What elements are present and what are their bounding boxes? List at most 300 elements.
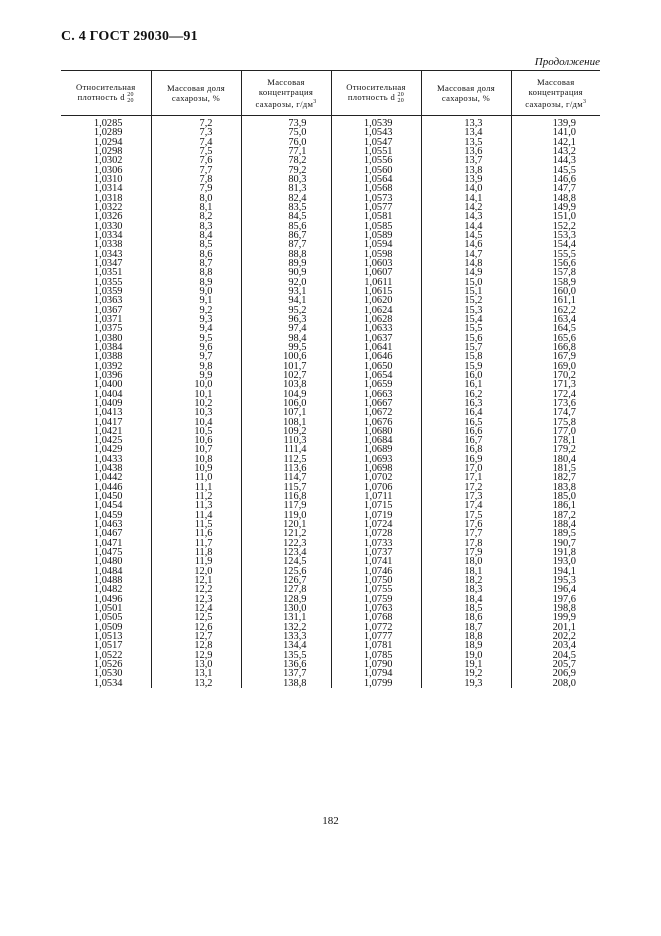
- table-cell: 18,6: [421, 613, 511, 622]
- table-cell: 97,4: [241, 324, 331, 333]
- table-row: [61, 679, 600, 688]
- table-cell: 1,0573: [331, 194, 421, 203]
- table-row: [61, 278, 600, 287]
- table-row: [61, 613, 600, 622]
- table-row: [61, 222, 600, 231]
- table-row: [61, 324, 600, 333]
- table-cell: 136,6: [241, 660, 331, 669]
- table-cell: 14,2: [421, 203, 511, 212]
- table-cell: 17,9: [421, 548, 511, 557]
- col-header-density: Относительная плотность d 20 20: [61, 71, 151, 116]
- table-cell: 15,4: [421, 315, 511, 324]
- table-row: [61, 306, 600, 315]
- table-cell: 1,0501: [61, 604, 151, 613]
- table-cell: 7,7: [151, 166, 241, 175]
- table-cell: 1,0388: [61, 352, 151, 361]
- table-cell: 15,8: [421, 352, 511, 361]
- table-cell: 1,0322: [61, 203, 151, 212]
- table-cell: 18,0: [421, 557, 511, 566]
- table-cell: 142,1: [511, 138, 600, 147]
- table-cell: 1,0706: [331, 483, 421, 492]
- table-cell: 1,0693: [331, 455, 421, 464]
- table-cell: 195,3: [511, 576, 600, 585]
- table-cell: 1,0637: [331, 334, 421, 343]
- table-cell: 98,4: [241, 334, 331, 343]
- table-row: [61, 175, 600, 184]
- table-cell: 16,2: [421, 390, 511, 399]
- table-cell: 88,8: [241, 250, 331, 259]
- table-cell: 13,4: [421, 128, 511, 137]
- table-cell: 1,0509: [61, 623, 151, 632]
- table-cell: 183,8: [511, 483, 600, 492]
- table-cell: 201,1: [511, 623, 600, 632]
- table-cell: 1,0454: [61, 501, 151, 510]
- table-row: [61, 116, 600, 129]
- table-cell: 157,8: [511, 268, 600, 277]
- table-cell: 1,0568: [331, 184, 421, 193]
- table-cell: 132,2: [241, 623, 331, 632]
- table-cell: 121,2: [241, 529, 331, 538]
- table-cell: 148,8: [511, 194, 600, 203]
- table-row: [61, 501, 600, 510]
- table-cell: 8,4: [151, 231, 241, 240]
- table-cell: 17,1: [421, 473, 511, 482]
- table-cell: 113,6: [241, 464, 331, 473]
- table-cell: 8,3: [151, 222, 241, 231]
- table-cell: 1,0359: [61, 287, 151, 296]
- table-cell: 14,4: [421, 222, 511, 231]
- table-cell: 194,1: [511, 567, 600, 576]
- table-cell: 1,0746: [331, 567, 421, 576]
- table-cell: 17,2: [421, 483, 511, 492]
- table-row: [61, 296, 600, 305]
- density-table: [61, 70, 600, 688]
- table-header-row: [61, 71, 600, 116]
- table-cell: 180,4: [511, 455, 600, 464]
- page-number: 182: [322, 815, 339, 827]
- table-cell: 16,9: [421, 455, 511, 464]
- table-cell: 204,5: [511, 651, 600, 660]
- table-cell: 124,5: [241, 557, 331, 566]
- table-cell: 173,6: [511, 399, 600, 408]
- table-cell: 12,5: [151, 613, 241, 622]
- table-cell: 96,3: [241, 315, 331, 324]
- table-cell: 19,1: [421, 660, 511, 669]
- table-cell: 1,0547: [331, 138, 421, 147]
- table-row: [61, 473, 600, 482]
- table-cell: 198,8: [511, 604, 600, 613]
- col-header-mass-fraction: Массовая доля сахарозы, %: [421, 71, 511, 116]
- table-cell: 8,8: [151, 268, 241, 277]
- table-row: [61, 408, 600, 417]
- table-cell: 14,6: [421, 240, 511, 249]
- table-cell: 1,0482: [61, 585, 151, 594]
- table-cell: 10,0: [151, 380, 241, 389]
- table-cell: 175,8: [511, 418, 600, 427]
- table-row: [61, 259, 600, 268]
- table-cell: 9,1: [151, 296, 241, 305]
- table-cell: 1,0429: [61, 445, 151, 454]
- table-cell: 1,0425: [61, 436, 151, 445]
- table-row: [61, 156, 600, 165]
- table-cell: 17,7: [421, 529, 511, 538]
- table-cell: 10,1: [151, 390, 241, 399]
- table-cell: 1,0330: [61, 222, 151, 231]
- table-row: [61, 315, 600, 324]
- table-cell: 1,0371: [61, 315, 151, 324]
- table-cell: 1,0347: [61, 259, 151, 268]
- table-cell: 167,9: [511, 352, 600, 361]
- table-row: [61, 623, 600, 632]
- table-row: [61, 362, 600, 371]
- table-cell: 115,7: [241, 483, 331, 492]
- table-cell: 1,0294: [61, 138, 151, 147]
- table-cell: 99,5: [241, 343, 331, 352]
- table-cell: 92,0: [241, 278, 331, 287]
- table-cell: 15,2: [421, 296, 511, 305]
- table-cell: 208,0: [511, 679, 600, 688]
- table-cell: 10,4: [151, 418, 241, 427]
- table-row: [61, 194, 600, 203]
- table-cell: 8,7: [151, 259, 241, 268]
- table-cell: 1,0334: [61, 231, 151, 240]
- table-cell: 1,0539: [331, 116, 421, 129]
- table-cell: 7,9: [151, 184, 241, 193]
- table-cell: 16,8: [421, 445, 511, 454]
- table-cell: 11,7: [151, 539, 241, 548]
- table-cell: 14,9: [421, 268, 511, 277]
- table-cell: 1,0496: [61, 595, 151, 604]
- table-cell: 15,6: [421, 334, 511, 343]
- table-cell: 1,0314: [61, 184, 151, 193]
- table-cell: 1,0659: [331, 380, 421, 389]
- table-cell: 1,0363: [61, 296, 151, 305]
- table-cell: 171,3: [511, 380, 600, 389]
- table-cell: 9,8: [151, 362, 241, 371]
- table-row: [61, 539, 600, 548]
- table-cell: 165,6: [511, 334, 600, 343]
- table-cell: 11,4: [151, 511, 241, 520]
- table-cell: 1,0404: [61, 390, 151, 399]
- table-cell: 133,3: [241, 632, 331, 641]
- table-cell: 109,2: [241, 427, 331, 436]
- table-cell: 155,5: [511, 250, 600, 259]
- table-cell: 114,7: [241, 473, 331, 482]
- table-cell: 93,1: [241, 287, 331, 296]
- table-cell: 1,0285: [61, 116, 151, 129]
- table-cell: 1,0513: [61, 632, 151, 641]
- table-cell: 174,7: [511, 408, 600, 417]
- table-cell: 13,7: [421, 156, 511, 165]
- table-cell: 1,0442: [61, 473, 151, 482]
- table-cell: 10,9: [151, 464, 241, 473]
- table-cell: 14,3: [421, 212, 511, 221]
- table-cell: 14,7: [421, 250, 511, 259]
- table-cell: 134,4: [241, 641, 331, 650]
- table-row: [61, 128, 600, 137]
- table-row: [61, 390, 600, 399]
- table-cell: 1,0672: [331, 408, 421, 417]
- table-cell: 15,1: [421, 287, 511, 296]
- table-row: [61, 343, 600, 352]
- table-cell: 1,0650: [331, 362, 421, 371]
- table-cell: 1,0505: [61, 613, 151, 622]
- table-cell: 123,4: [241, 548, 331, 557]
- table-cell: 1,0556: [331, 156, 421, 165]
- table-cell: 1,0488: [61, 576, 151, 585]
- table-cell: 1,0581: [331, 212, 421, 221]
- table-row: [61, 511, 600, 520]
- table-cell: 11,2: [151, 492, 241, 501]
- table-cell: 1,0375: [61, 324, 151, 333]
- table-cell: 145,5: [511, 166, 600, 175]
- table-cell: 203,4: [511, 641, 600, 650]
- table-cell: 1,0799: [331, 679, 421, 688]
- table-row: [61, 576, 600, 585]
- table-row: [61, 567, 600, 576]
- table-cell: 19,0: [421, 651, 511, 660]
- table-cell: 18,3: [421, 585, 511, 594]
- table-cell: 8,0: [151, 194, 241, 203]
- table-cell: 1,0624: [331, 306, 421, 315]
- table-cell: 1,0289: [61, 128, 151, 137]
- table-row: [61, 427, 600, 436]
- table-cell: 1,0318: [61, 194, 151, 203]
- table-cell: 102,7: [241, 371, 331, 380]
- table-cell: 1,0400: [61, 380, 151, 389]
- table-cell: 197,6: [511, 595, 600, 604]
- table-cell: 12,9: [151, 651, 241, 660]
- table-cell: 1,0680: [331, 427, 421, 436]
- table-cell: 181,5: [511, 464, 600, 473]
- table-cell: 1,0467: [61, 529, 151, 538]
- table-row: [61, 371, 600, 380]
- table-cell: 156,6: [511, 259, 600, 268]
- table-cell: 16,6: [421, 427, 511, 436]
- table-row: [61, 557, 600, 566]
- table-cell: 100,6: [241, 352, 331, 361]
- table-cell: 7,2: [151, 116, 241, 129]
- table-cell: 112,5: [241, 455, 331, 464]
- table-cell: 14,5: [421, 231, 511, 240]
- table-cell: 13,2: [151, 679, 241, 688]
- table-cell: 1,0310: [61, 175, 151, 184]
- table-cell: 10,5: [151, 427, 241, 436]
- table-cell: 1,0543: [331, 128, 421, 137]
- table-cell: 18,7: [421, 623, 511, 632]
- table-cell: 1,0564: [331, 175, 421, 184]
- table-cell: 86,7: [241, 231, 331, 240]
- table-cell: 1,0737: [331, 548, 421, 557]
- table-cell: 117,9: [241, 501, 331, 510]
- table-cell: 1,0598: [331, 250, 421, 259]
- table-cell: 170,2: [511, 371, 600, 380]
- table-cell: 1,0392: [61, 362, 151, 371]
- table-row: [61, 334, 600, 343]
- table-cell: 12,2: [151, 585, 241, 594]
- col-header-mass-concentration: Массовая концентрация сахарозы, $г/дм^3$: [511, 71, 600, 116]
- table-cell: 1,0522: [61, 651, 151, 660]
- table-cell: 7,3: [151, 128, 241, 137]
- table-cell: 8,6: [151, 250, 241, 259]
- table-row: [61, 287, 600, 296]
- table-cell: 94,1: [241, 296, 331, 305]
- table-cell: 17,8: [421, 539, 511, 548]
- table-row: [61, 352, 600, 361]
- table-row: [61, 529, 600, 538]
- table-row: [61, 641, 600, 650]
- table-cell: 149,9: [511, 203, 600, 212]
- table-cell: 95,2: [241, 306, 331, 315]
- table-cell: 78,2: [241, 156, 331, 165]
- table-cell: 10,7: [151, 445, 241, 454]
- table-cell: 1,0433: [61, 455, 151, 464]
- table-row: [61, 418, 600, 427]
- table-cell: 158,9: [511, 278, 600, 287]
- table-cell: 1,0654: [331, 371, 421, 380]
- table-cell: 135,5: [241, 651, 331, 660]
- table-cell: 1,0471: [61, 539, 151, 548]
- table-row: [61, 464, 600, 473]
- table-cell: 7,6: [151, 156, 241, 165]
- table-row: [61, 492, 600, 501]
- table-cell: 8,9: [151, 278, 241, 287]
- table-cell: 1,0551: [331, 147, 421, 156]
- table-cell: 178,1: [511, 436, 600, 445]
- table-cell: 1,0611: [331, 278, 421, 287]
- table-cell: 89,9: [241, 259, 331, 268]
- table-cell: 15,0: [421, 278, 511, 287]
- table-cell: 11,8: [151, 548, 241, 557]
- table-cell: 164,5: [511, 324, 600, 333]
- table-cell: 82,4: [241, 194, 331, 203]
- table-cell: 128,9: [241, 595, 331, 604]
- table-cell: 1,0338: [61, 240, 151, 249]
- table-cell: 1,0413: [61, 408, 151, 417]
- table-cell: 1,0684: [331, 436, 421, 445]
- table-cell: 9,6: [151, 343, 241, 352]
- table-cell: 196,4: [511, 585, 600, 594]
- table-cell: 7,4: [151, 138, 241, 147]
- table-cell: 154,4: [511, 240, 600, 249]
- table-cell: 10,8: [151, 455, 241, 464]
- table-cell: 11,5: [151, 520, 241, 529]
- table-cell: 17,3: [421, 492, 511, 501]
- table-row: [61, 585, 600, 594]
- table-row: [61, 660, 600, 669]
- table-cell: 1,0326: [61, 212, 151, 221]
- table-cell: 19,2: [421, 669, 511, 678]
- table-row: [61, 651, 600, 660]
- table-cell: 1,0409: [61, 399, 151, 408]
- table-cell: 130,0: [241, 604, 331, 613]
- table-cell: 18,8: [421, 632, 511, 641]
- table-cell: 162,2: [511, 306, 600, 315]
- table-cell: 179,2: [511, 445, 600, 454]
- table-cell: 1,0646: [331, 352, 421, 361]
- table-cell: 186,1: [511, 501, 600, 510]
- table-cell: 75,0: [241, 128, 331, 137]
- table-cell: 1,0633: [331, 324, 421, 333]
- table-cell: 85,6: [241, 222, 331, 231]
- table-cell: 177,0: [511, 427, 600, 436]
- table-cell: 1,0450: [61, 492, 151, 501]
- table-row: [61, 147, 600, 156]
- table-cell: 138,8: [241, 679, 331, 688]
- table-cell: 1,0794: [331, 669, 421, 678]
- table-cell: 205,7: [511, 660, 600, 669]
- table-cell: 12,3: [151, 595, 241, 604]
- table-cell: 153,3: [511, 231, 600, 240]
- table-cell: 18,5: [421, 604, 511, 613]
- table-cell: 1,0777: [331, 632, 421, 641]
- table-cell: 8,2: [151, 212, 241, 221]
- table-cell: 9,7: [151, 352, 241, 361]
- table-cell: 1,0302: [61, 156, 151, 165]
- table-cell: 163,4: [511, 315, 600, 324]
- table-cell: 202,2: [511, 632, 600, 641]
- table-cell: 172,4: [511, 390, 600, 399]
- table-cell: 1,0417: [61, 418, 151, 427]
- table-cell: 80,3: [241, 175, 331, 184]
- table-cell: 1,0384: [61, 343, 151, 352]
- table-row: [61, 520, 600, 529]
- table-cell: 1,0306: [61, 166, 151, 175]
- table-row: [61, 203, 600, 212]
- table-cell: 152,2: [511, 222, 600, 231]
- table-cell: 16,0: [421, 371, 511, 380]
- table-cell: 18,1: [421, 567, 511, 576]
- table-cell: 13,6: [421, 147, 511, 156]
- table-row: [61, 445, 600, 454]
- table-row: [61, 138, 600, 147]
- table-cell: 185,0: [511, 492, 600, 501]
- table-cell: 127,8: [241, 585, 331, 594]
- table-cell: 11,1: [151, 483, 241, 492]
- table-cell: 13,3: [421, 116, 511, 129]
- table-row: [61, 604, 600, 613]
- table-cell: 169,0: [511, 362, 600, 371]
- table-cell: 76,0: [241, 138, 331, 147]
- table-cell: 1,0620: [331, 296, 421, 305]
- table-row: [61, 483, 600, 492]
- table-cell: 81,3: [241, 184, 331, 193]
- table-cell: 13,9: [421, 175, 511, 184]
- table-cell: 187,2: [511, 511, 600, 520]
- table-cell: 13,0: [151, 660, 241, 669]
- table-cell: 1,0463: [61, 520, 151, 529]
- table-cell: 15,3: [421, 306, 511, 315]
- table-cell: 16,4: [421, 408, 511, 417]
- table-row: [61, 548, 600, 557]
- table-cell: 1,0781: [331, 641, 421, 650]
- table-cell: 1,0475: [61, 548, 151, 557]
- table-cell: 1,0711: [331, 492, 421, 501]
- table-cell: 191,8: [511, 548, 600, 557]
- table-cell: 12,8: [151, 641, 241, 650]
- table-cell: 10,3: [151, 408, 241, 417]
- table-cell: 11,3: [151, 501, 241, 510]
- table-cell: 17,4: [421, 501, 511, 510]
- table-cell: 14,0: [421, 184, 511, 193]
- table-cell: 161,1: [511, 296, 600, 305]
- table-cell: 12,4: [151, 604, 241, 613]
- table-cell: 9,4: [151, 324, 241, 333]
- table-cell: 10,2: [151, 399, 241, 408]
- table-cell: 137,7: [241, 669, 331, 678]
- table-cell: 1,0728: [331, 529, 421, 538]
- table-cell: 1,0585: [331, 222, 421, 231]
